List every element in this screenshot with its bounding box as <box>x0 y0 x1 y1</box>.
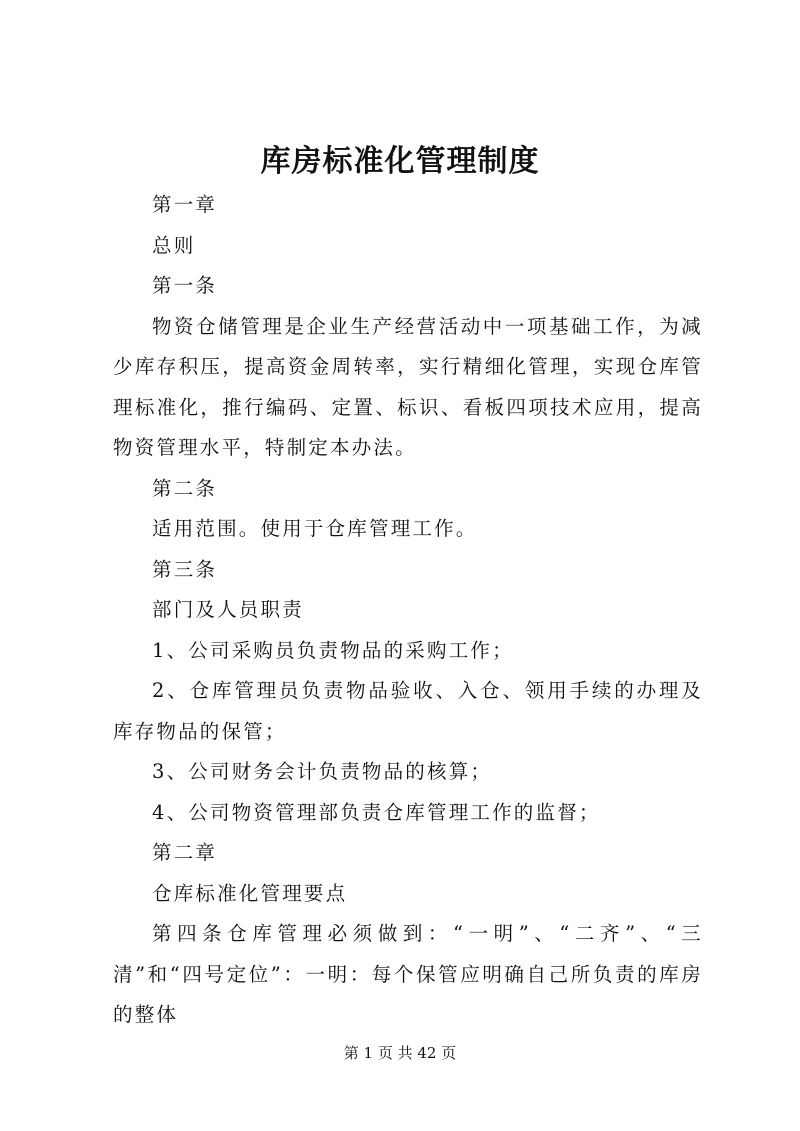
list-item: 4、公司物资管理部负责仓库管理工作的监督； <box>152 800 601 824</box>
list-item: 2、仓库管理员负责物品验收、入仓、领用手续的办理及库存物品的保管； <box>113 679 703 743</box>
page-footer: 第 1 页 共 42 页 <box>343 1044 457 1062</box>
body-paragraph: 适用范围。使用于仓库管理工作。 <box>152 517 478 540</box>
body-paragraph: 第四条仓库管理必须做到：“一明”、“二齐”、“三清”和“四号定位”：一明：每个保管应明确自己所负责的库房的整体 <box>113 922 703 1026</box>
article-heading: 第二条 <box>152 476 218 500</box>
chapter-subheading: 总则 <box>152 233 196 257</box>
document-body <box>113 185 703 1036</box>
article-heading: 第一条 <box>152 274 218 297</box>
body-paragraph: 部门及人员职责 <box>152 598 304 621</box>
body-paragraph: 物资仓储管理是企业生产经营活动中一项基础工作，为减少库存积压，提高资金周转率，实行精细化管理，实现仓库管理标准化，推行编码、定置、标识、看板四项技术应用，提高物资管理水平，特制定本办法。 <box>113 314 703 459</box>
list-item: 3、公司财务会计负责物品的核算； <box>152 760 493 783</box>
chapter-heading: 第一章 <box>152 193 218 216</box>
list-item: 1、公司采购员负责物品的采购工作； <box>152 638 514 662</box>
article-heading: 第三条 <box>152 557 218 581</box>
document-title: 库房标准化管理制度 <box>260 144 540 179</box>
chapter-heading: 第二章 <box>152 841 218 864</box>
chapter-subheading: 仓库标准化管理要点 <box>152 881 348 905</box>
